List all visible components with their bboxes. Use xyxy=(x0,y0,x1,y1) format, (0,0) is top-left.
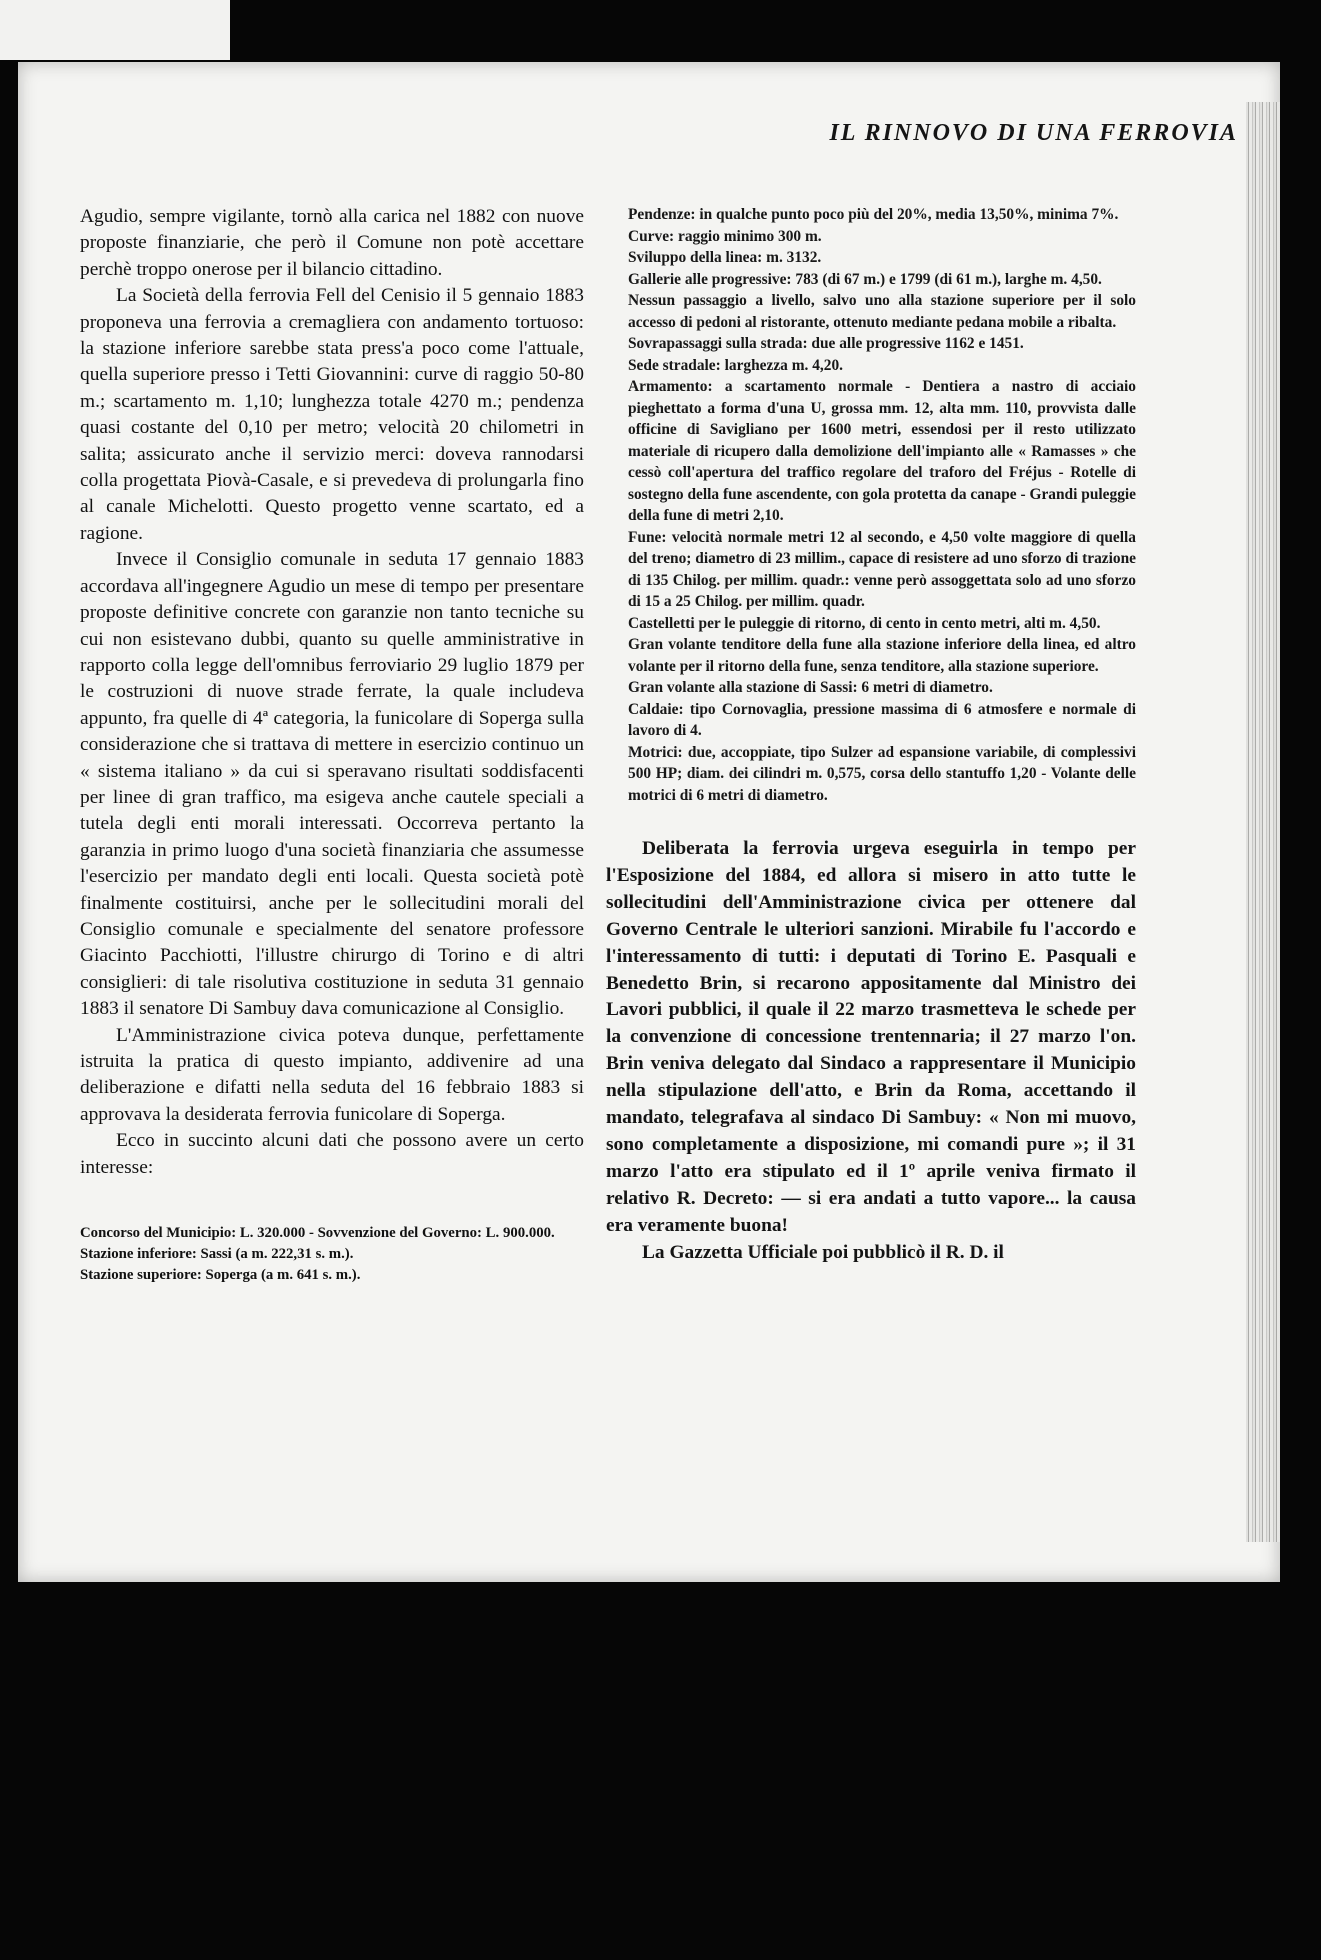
paragraph: Agudio, sempre vigilante, tornò alla carica nel 1882 con nuove proposte finanziarie, che però il Comune non potè accettare perchè troppo onerose per il bilancio cittadino. xyxy=(80,206,584,280)
book-page xyxy=(18,62,1280,1582)
spec-item: Nessun passaggio a livello, salvo uno alla stazione superiore per il solo accesso di pedoni al ristorante, ottenuto mediante pedana mobile a ribalta. xyxy=(628,292,1136,331)
paragraph: Invece il Consiglio comunale in seduta 17 gennaio 1883 accordava all'ingegnere Agudio un mese di tempo per presentare proposte definitive concrete con garanzie non tanto tecniche su cui non esistevano dubbi, quanto su quelle amministrative in rapporto colla legge dell'omnibus ferroviario 29 luglio 1879 per le costruzioni di nuove strade ferrate, la quale includeva appunto, fra quelle di 4ª categoria, la funicolare di Soperga sulla considerazione che si trattava di mettere in esercizio continuo un « sistema italiano » da cui si speravano risultati soddisfacenti per linee di gran traffico, ma esigeva anche cautele speciali a tutela degli enti morali interessati. Occorreva pertanto la garanzia in primo luogo d'una società finanziaria che assumesse l'esercizio per mandato degli enti locali. Questa società potè finalmente costituirsi, anche per le sollecitudini morali del Consiglio comunale e specialmente del senatore professore Giacinto Pacchiotti, l'illustre chirurgo di Torino e di altri consiglieri: di tale risolutiva costituzione in seduta 31 gennaio 1883 il senatore Di Sambuy dava comunicazione al Consiglio. xyxy=(80,549,584,1020)
spec-item: Armamento: a scartamento normale - Dentiera a nastro di acciaio pieghettato a forma d'una U, grossa mm. 12, alta mm. 110, provvista dalle officine di Savigliano per 1600 metri, essendosi per il resto utilizzato materiale di ricupero dalla demolizione dell'impianto alle « Ramasses » che cessò coll'apertura del traffico regolare del traforo del Fréjus - Rotelle di sostegno della fune ascendente, con gola protetta da canape - Grandi puleggie della fune di metri 2,10. xyxy=(628,378,1136,524)
paragraph: La Società della ferrovia Fell del Cenisio il 5 gennaio 1883 proponeva una ferrovia a cremagliera con andamento tortuoso: la stazione inferiore sarebbe stata press'a poco come l'attuale, quella superiore presso i Tetti Giovannini: curve di raggio 50-80 m.; scartamento m. 1,10; lunghezza totale 4270 m.; pendenza quasi costante del 0,10 per metro; velocità 20 chilometri in salita; assicurato anche il servizio merci: doveva rannodarsi colla progettata Piovà-Casale, e si prevedeva di prolungarla fino al canale Michelotti. Questo progetto venne scartato, ed a ragione. xyxy=(80,285,584,544)
left-column xyxy=(80,204,584,1286)
spec-item: Curve: raggio minimo 300 m. xyxy=(628,227,822,245)
spec-item: Caldaie: tipo Cornovaglia, pressione massima di 6 atmosfere e normale di lavoro di 4. xyxy=(628,700,1136,739)
spec-item: Gallerie alle progressive: 783 (di 67 m.) e 1799 (di 61 m.), larghe m. 4,50. xyxy=(628,270,1102,288)
spec-item: Fune: velocità normale metri 12 al secondo, e 4,50 volte maggiore di quella del treno; diametro di 23 millim., capace di resistere ad uno sforzo di trazione di 135 Chilog. per millim. quadr.: venne però assoggettata solo ad uno sforzo di 15 a 25 Chilog. per millim. quadr. xyxy=(628,528,1136,610)
funding-data xyxy=(80,1223,584,1286)
data-line: Concorso del Municipio: L. 320.000 - Sovvenzione del Governo: L. 900.000. xyxy=(80,1225,555,1242)
spec-item: Gran volante tenditore della fune alla stazione inferiore della linea, ed altro volante per il ritorno della fune, senza tenditore, alla stazione superiore. xyxy=(628,636,1136,675)
data-line: Stazione superiore: Soperga (a m. 641 s. m.). xyxy=(80,1267,361,1284)
scan-margin-strip xyxy=(0,0,230,60)
spec-item: Sovrapassaggi sulla strada: due alle progressive 1162 e 1451. xyxy=(628,335,1024,352)
spec-item: Castelletti per le puleggie di ritorno, di cento in cento metri, alti m. 4,50. xyxy=(628,614,1101,632)
right-body-text xyxy=(606,836,1136,1267)
data-line: Stazione inferiore: Sassi (a m. 222,31 s. m.). xyxy=(80,1246,354,1263)
paragraph: Ecco in succinto alcuni dati che possono avere un certo interesse: xyxy=(80,1130,584,1178)
right-column xyxy=(606,204,1136,1267)
spec-item: Sede stradale: larghezza m. 4,20. xyxy=(628,356,843,374)
paragraph: La Gazzetta Ufficiale poi pubblicò il R. D. il xyxy=(642,1241,1004,1263)
running-head: IL RINNOVO DI UNA FERROVIA xyxy=(829,120,1238,146)
spec-item: Gran volante alla stazione di Sassi: 6 metri di diametro. xyxy=(628,679,993,696)
spec-item: Pendenze: in qualche punto poco più del 20%, media 13,50%, minima 7%. xyxy=(628,206,1119,223)
paragraph: L'Amministrazione civica poteva dunque, perfettamente istruita la pratica di questo impianto, addivenire ad una deliberazione e difatti nella seduta del 16 febbraio 1883 si approvava la desiderata ferrovia funicolare di Soperga. xyxy=(80,1024,584,1125)
paragraph: Deliberata la ferrovia urgeva eseguirla in tempo per l'Esposizione del 1884, ed allora si misero in atto tutte le sollecitudini dell'Amministrazione civica per ottenere dal Governo Centrale le ulteriori sanzioni. Mirabile fu l'accordo e l'interessamento di tutti: i deputati di Torino E. Pasquali e Benedetto Brin, si recarono appositamente dal Ministro dei Lavori pubblici, il quale il 22 marzo trasmetteva le schede per la convenzione di concessione trentennaria; il 27 marzo l'on. Brin veniva delegato dal Sindaco a rappresentare il Municipio nella stipulazione dell'atto, e Brin da Roma, accettando il mandato, telegrafava al sindaco Di Sambuy: « Non mi muovo, sono completamente a disposizione, mi comandi pure »; il 31 marzo l'atto era stipulato ed il 1º aprile veniva firmato il relativo R. Decreto: — si era andati a tutto vapore... la causa era veramente buona! xyxy=(606,838,1136,1236)
page-spine-shadow xyxy=(1246,102,1280,1542)
spec-item: Sviluppo della linea: m. 3132. xyxy=(628,249,822,266)
technical-specs xyxy=(606,204,1136,806)
spec-item: Motrici: due, accoppiate, tipo Sulzer ad espansione variabile, di complessivi 500 HP; diam. dei cilindri m. 0,575, corsa dello stantuffo 1,20 - Volante delle motrici di 6 metri di diametro. xyxy=(628,743,1136,804)
